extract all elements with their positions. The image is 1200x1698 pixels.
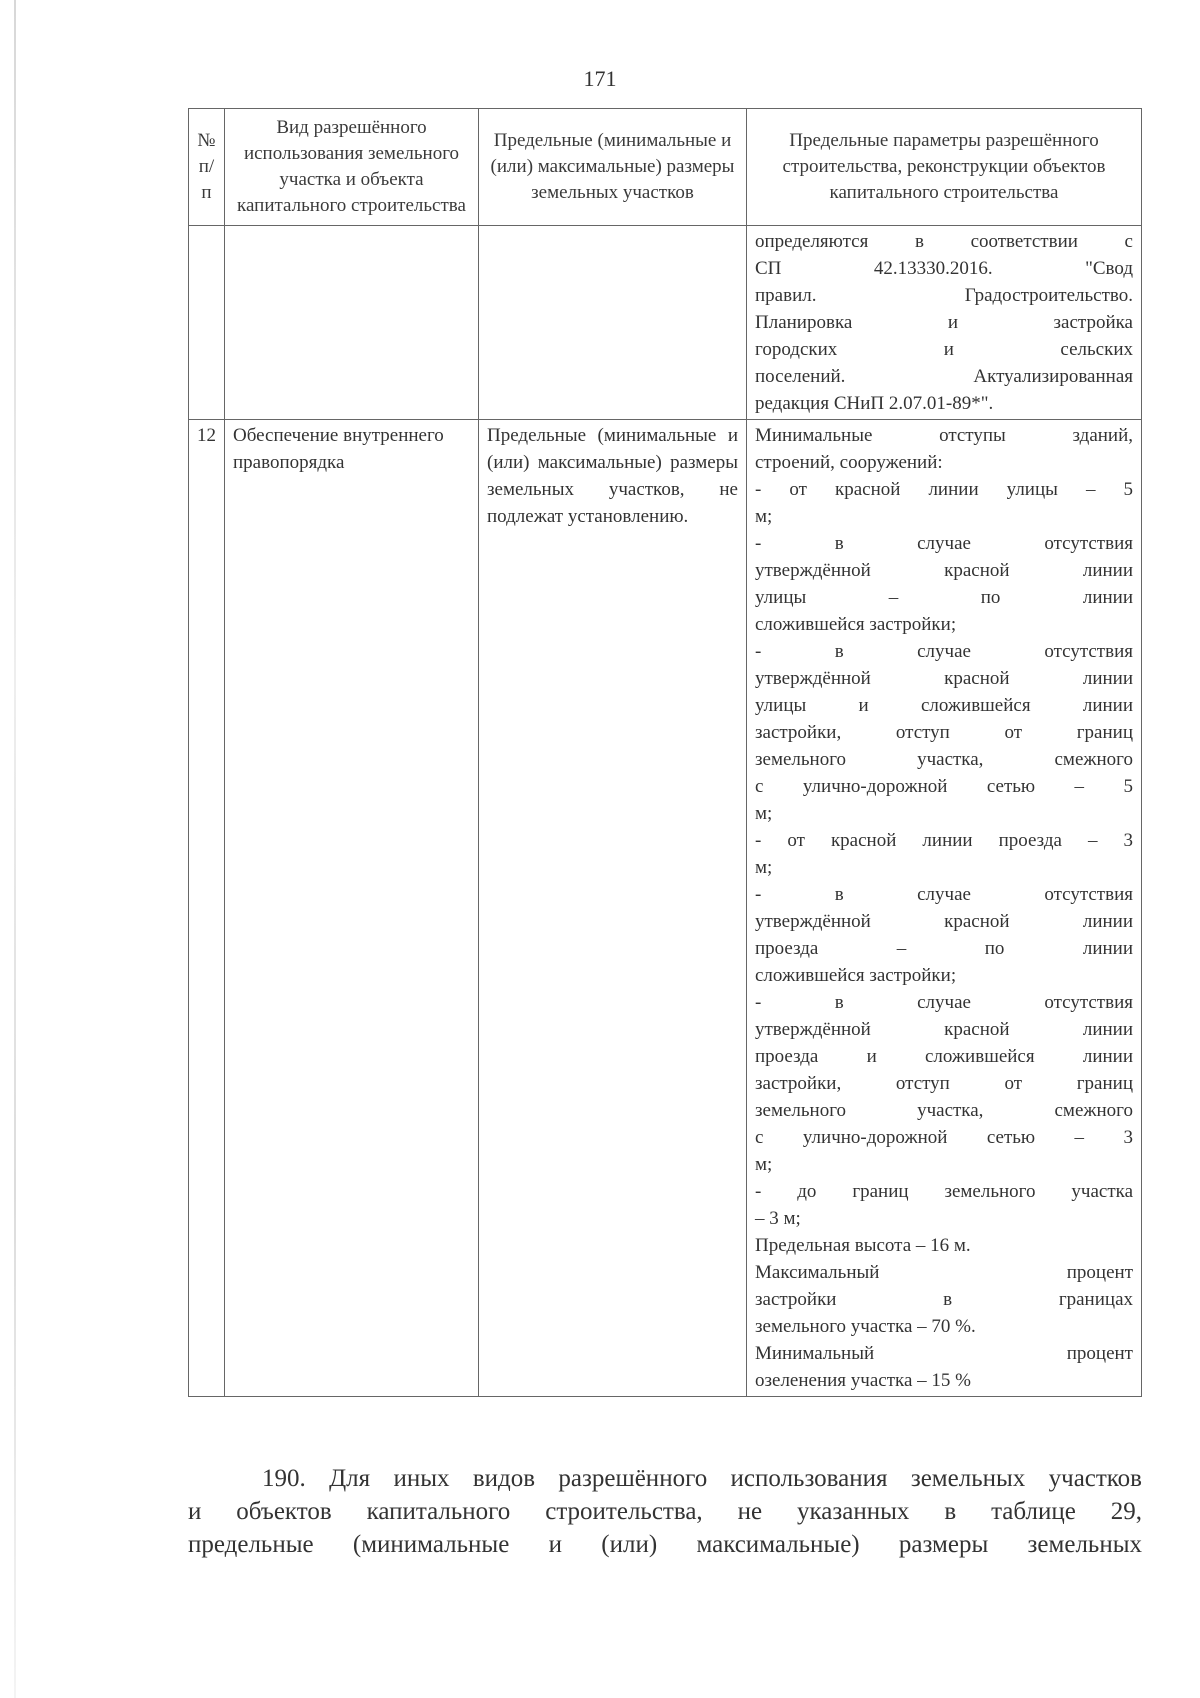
params-line: Максимальный процент — [755, 1262, 1133, 1283]
header-params: Предельные параметры разрешённого строительства, реконструкции объектов капитального строительства — [747, 109, 1142, 226]
cell-empty-kind — [225, 226, 479, 420]
continuation-line: СП 42.13330.2016. "Свод — [755, 258, 1133, 279]
continuation-line: правил. Градостроительство. — [755, 285, 1133, 306]
params-line: земельного участка, смежного — [755, 749, 1133, 770]
cell-continuation-params — [747, 226, 1142, 420]
regulations-table — [188, 108, 1142, 1397]
continuation-line: городских и сельских — [755, 339, 1133, 360]
params-line: улицы – по линии — [755, 587, 1133, 608]
table-header-row — [189, 109, 1142, 226]
params-line: - в случае отсутствия — [755, 533, 1133, 554]
paragraph-190 — [188, 1462, 1142, 1561]
params-line: застройки, отступ от границ — [755, 1073, 1133, 1094]
params-line: с улично-дорожной сетью – 5 — [755, 776, 1133, 797]
header-kind: Вид разрешённого использования земельного участка и объекта капитального строительства — [225, 109, 479, 226]
cell-empty-num — [189, 226, 225, 420]
params-line: строений, сооружений: — [755, 452, 943, 473]
paragraph-line: и объектов капитального строительства, не указанных в таблице 29, — [188, 1498, 1142, 1525]
continuation-line: определяются в соответствии с — [755, 231, 1133, 252]
continuation-line: редакция СНиП 2.07.01-89*". — [755, 393, 994, 414]
params-line: проезда и сложившейся линии — [755, 1046, 1133, 1067]
paragraph-line: предельные (минимальные и (или) максимальные) размеры земельных — [188, 1531, 1142, 1558]
continuation-line: поселений. Актуализированная — [755, 366, 1133, 387]
params-line: утверждённой красной линии — [755, 560, 1133, 581]
params-line: - от красной линии проезда – 3 — [755, 830, 1133, 851]
params-line: утверждённой красной линии — [755, 1019, 1133, 1040]
continuation-line: Планировка и застройка — [755, 312, 1133, 333]
params-line: застройки, отступ от границ — [755, 722, 1133, 743]
params-line: - в случае отсутствия — [755, 641, 1133, 662]
params-line: утверждённой красной линии — [755, 911, 1133, 932]
table-row-continuation — [189, 226, 1142, 420]
params-line: Предельная высота – 16 м. — [755, 1235, 971, 1256]
cell-row-number: 12 — [189, 420, 225, 1397]
cell-use-kind: Обеспечение внутреннего правопорядка — [225, 420, 479, 1397]
params-line: Минимальные отступы зданий, — [755, 425, 1133, 446]
params-line: - в случае отсутствия — [755, 884, 1133, 905]
params-line: м; — [755, 803, 773, 824]
params-line: Минимальный процент — [755, 1343, 1133, 1364]
params-line: улицы и сложившейся линии — [755, 695, 1133, 716]
params-line: земельного участка – 70 %. — [755, 1316, 976, 1337]
cell-build-params — [747, 420, 1142, 1397]
paragraph-line: 190. Для иных видов разрешённого использования земельных участков — [262, 1465, 1142, 1492]
params-line: с улично-дорожной сетью – 3 — [755, 1127, 1133, 1148]
cell-plot-sizes: Предельные (минимальные и (или) максимальные) размеры земельных участков, не подлежат установлению. — [479, 420, 747, 1397]
params-line: земельного участка, смежного — [755, 1100, 1133, 1121]
params-line: утверждённой красной линии — [755, 668, 1133, 689]
page-number: 171 — [583, 66, 617, 91]
params-line: сложившейся застройки; — [755, 614, 957, 635]
params-line: м; — [755, 1154, 773, 1175]
params-line: – 3 м; — [755, 1208, 801, 1229]
table-row-12 — [189, 420, 1142, 1397]
params-line: м; — [755, 857, 773, 878]
params-line: проезда – по линии — [755, 938, 1133, 959]
params-line: сложившейся застройки; — [755, 965, 957, 986]
header-sizes: Предельные (минимальные и (или) максимальные) размеры земельных участков — [479, 109, 747, 226]
scan-edge-line — [14, 0, 16, 1698]
params-line: - до границ земельного участка — [755, 1181, 1133, 1202]
cell-empty-sizes — [479, 226, 747, 420]
params-line: - от красной линии улицы – 5 — [755, 479, 1133, 500]
params-line: озеленения участка – 15 % — [755, 1370, 971, 1391]
params-line: м; — [755, 506, 773, 527]
params-line: - в случае отсутствия — [755, 992, 1133, 1013]
params-line: застройки в границах — [755, 1289, 1133, 1310]
header-num: № п/п — [189, 109, 225, 226]
